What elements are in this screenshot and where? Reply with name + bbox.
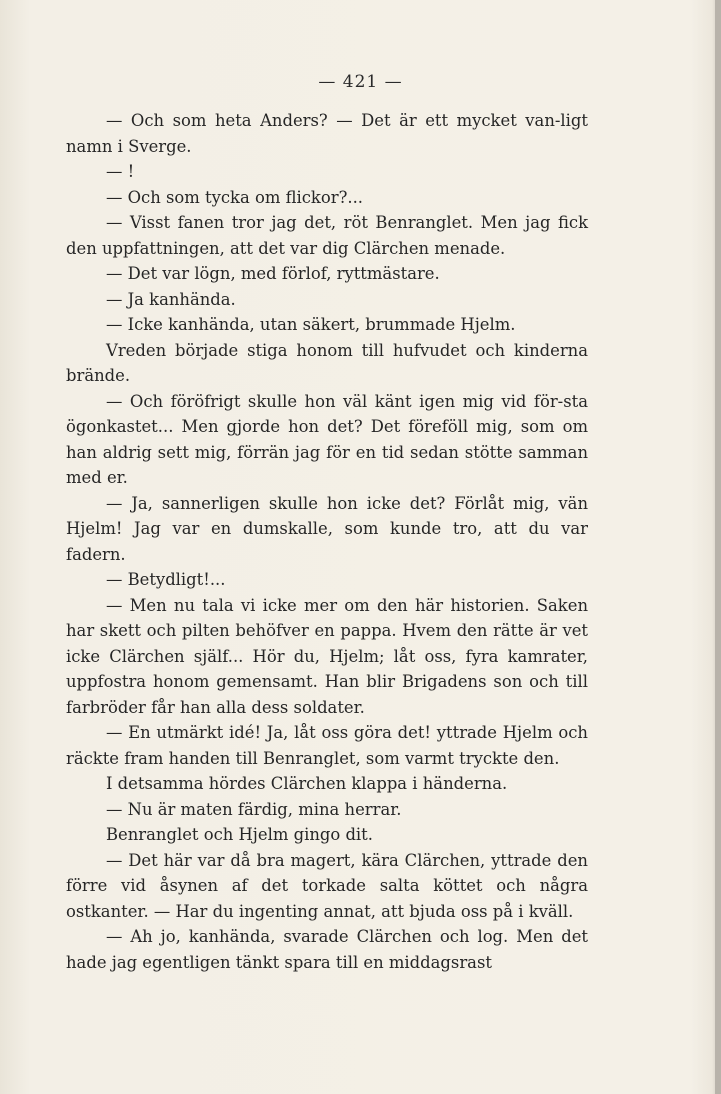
paragraph: — Och som tycka om flickor?... [106,187,363,207]
paragraph: — Ah jo, kanhända, svarade Clärchen och log. Men det hade jag egentligen tänkt spara till en middagsrast [66,927,588,972]
paragraph: — Ja, sannerligen skulle hon icke det? Förlåt mig, vän Hjelm! Jag var en dumskalle, som kunde tro, att du var fadern. [66,493,588,564]
paragraph: — Icke kanhända, utan säkert, brummade Hjelm. [106,315,516,334]
paragraph: — Men nu tala vi icke mer om den här historien. Saken har skett och pilten behöfver en pappa. Hvem den rätte är vet icke Clärchen själf... Hör du, Hjelm; låt oss, fyra kamrater, uppfostra honom gemensamt. Han blir Brigadens son och till farbröder får han alla dess soldater. [66,595,588,717]
paragraph: Benranglet och Hjelm gingo dit. [106,825,373,844]
paragraph: — En utmärkt idé! Ja, låt oss göra det! yttrade Hjelm och räckte fram handen till Benranglet, som varmt tryckte den. [66,723,588,768]
paragraph: I detsamma hördes Clärchen klappa i händerna. [106,774,508,793]
paragraph: — Och föröfrigt skulle hon väl känt igen mig vid för-sta ögonkastet... Men gjorde hon det? Det föreföll mig, som om han aldrig sett mig, förrän jag för en tid sedan stötte samman med er. [66,391,588,487]
paragraph: — Och som heta Anders? — Det är ett mycket van-ligt namn i Sverge. [66,111,588,156]
paragraph: — Det här var då bra magert, kära Clärchen, yttrade den förre vid åsynen af det torkade salta köttet och några ostkanter. — Har du ingenting annat, att bjuda oss på i kväll. [66,850,588,921]
paragraph: — Ja kanhända. [106,289,236,309]
body-text [66,108,588,975]
page-number: — 421 — [318,72,403,92]
paragraph: Vreden började stiga honom till hufvudet och kinderna brände. [66,340,588,385]
paragraph: — Visst fanen tror jag det, röt Benranglet. Men jag fick den uppfattningen, att det var dig Clärchen menade. [66,213,588,258]
paragraph: — Nu är maten färdig, mina herrar. [106,799,402,819]
paragraph: — Det var lögn, med förlof, ryttmästare. [106,264,440,283]
paragraph: — Betydligt!... [106,570,226,589]
paragraph: — ! [106,162,135,181]
page-edge [715,0,721,1094]
